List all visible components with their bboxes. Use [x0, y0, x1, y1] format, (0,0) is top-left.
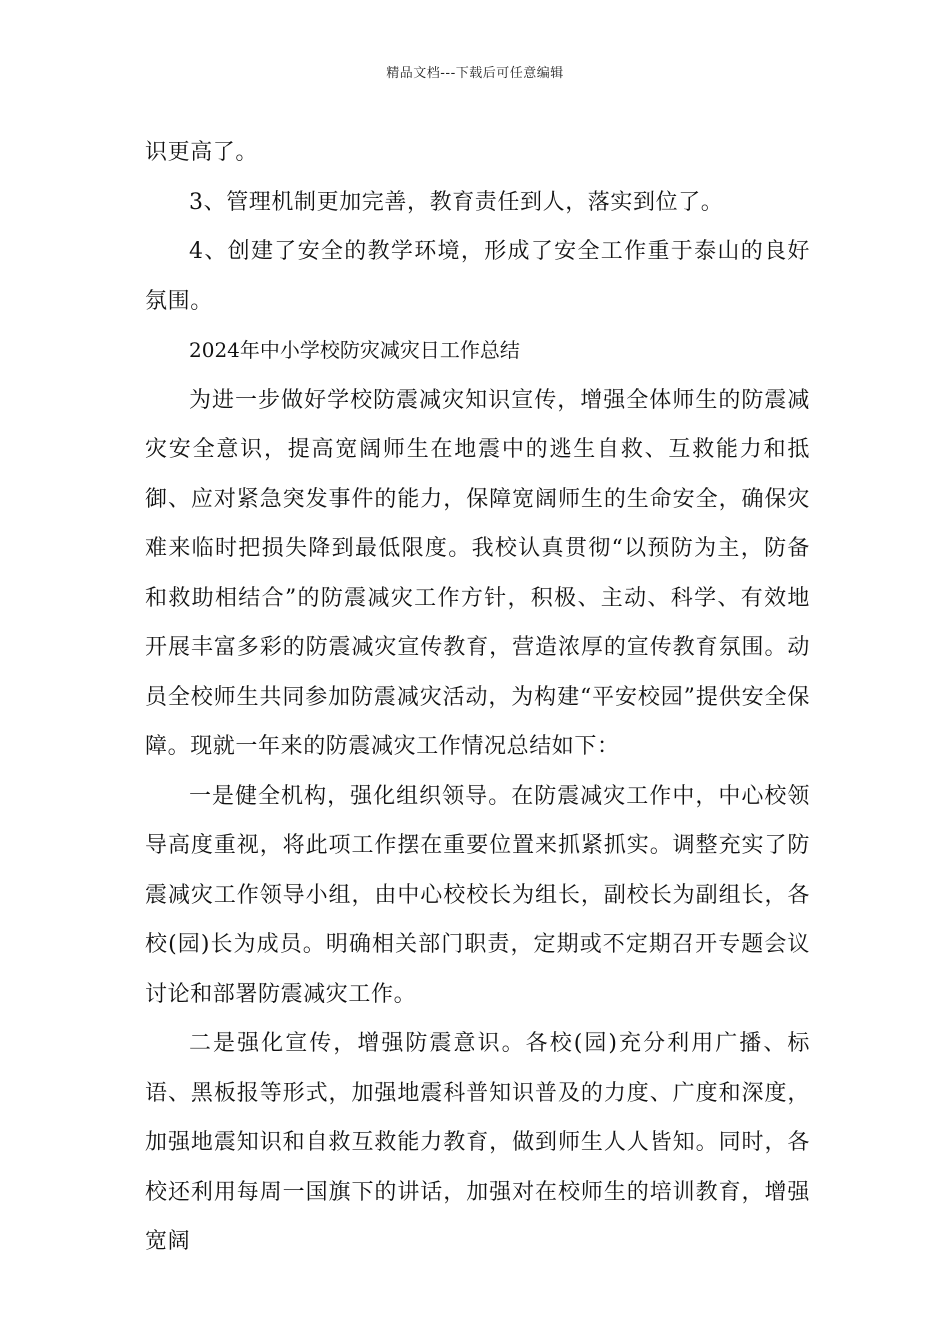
list-item-3: 3、管理机制更加完善，教育责任到人，落实到位了。: [189, 189, 724, 215]
list-item-4: 4、创建了安全的教学环境，形成了安全工作重于泰山的良好氛围。: [145, 239, 810, 314]
document-body: [145, 128, 810, 1267]
paragraph-point-1: 一是健全机构，强化组织领导。在防震减灾工作中，中心校领导高度重视，将此项工作摆在重要位置来抓紧抓实。调整充实了防震减灾工作领导小组，由中心校校长为组长，副校长为副组长，各校(园)长为成员。明确相关部门职责，定期或不定期召开专题会议讨论和部署防震减灾工作。: [145, 783, 810, 1007]
section-title: 2024年中小学校防灾减灾日工作总结: [189, 338, 520, 362]
paragraph-point-2: 二是强化宣传，增强防震意识。各校(园)充分利用广播、标语、黑板报等形式，加强地震科普知识普及的力度、广度和深度，加强地震知识和自救互救能力教育，做到师生人人皆知。同时，各校还利用每周一国旗下的讲话，加强对在校师生的培训教育，增强宽阔: [145, 1031, 810, 1254]
paragraph-intro: 为进一步做好学校防震减灾知识宣传，增强全体师生的防震减灾安全意识，提高宽阔师生在地震中的逃生自救、互救能力和抵御、应对紧急突发事件的能力，保障宽阔师生的生命安全，确保灾难来临时把损失降到最低限度。我校认真贯彻“以预防为主，防备和救助相结合”的防震减灾工作方针，积极、主动、科学、有效地开展丰富多彩的防震减灾宣传教育，营造浓厚的宣传教育氛围。动员全校师生共同参加防震减灾活动，为构建“平安校园”提供安全保障。现就一年来的防震减灾工作情况总结如下：: [145, 387, 810, 759]
page-header: 精品文档---下载后可任意编辑: [386, 66, 564, 81]
paragraph-continuation: 识更高了。: [145, 140, 259, 165]
